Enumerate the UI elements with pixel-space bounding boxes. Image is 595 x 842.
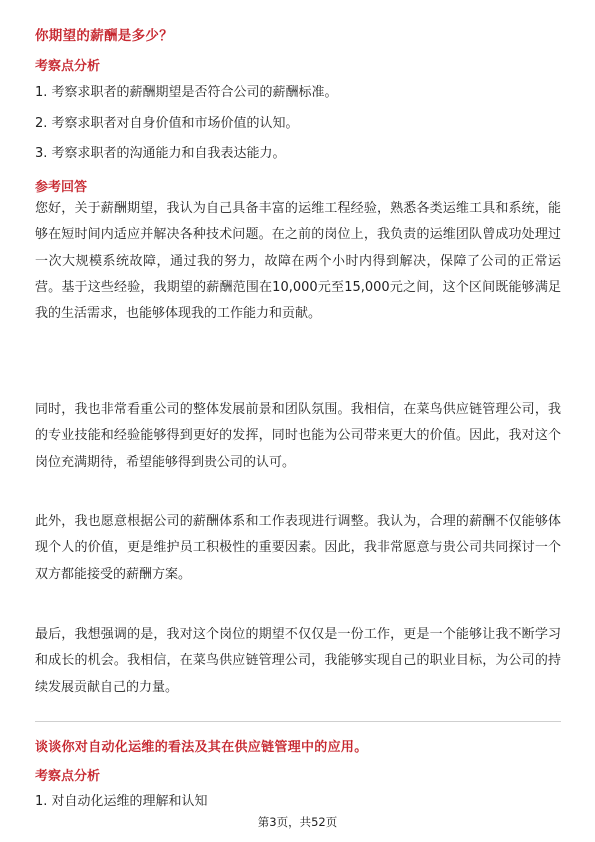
analysis-item: 1. 对自动化运维的理解和认知 bbox=[35, 794, 208, 809]
answer-paragraph: 您好，关于薪酬期望，我认为自己具备丰富的运维工程经验，熟悉各类运维工具和系统，能够在短时间内适应并解决各种技术问题。在之前的岗位上，我负责的运维团队曾成功处理过一次大规模系统故障，通过我的努力，故障在两个小时内得到解决，保障了公司的正常运营。基于这些经验，我期望的薪酬范围在10,000元至15,000元之间，这个区间既能够满足我的生活需求，也能够体现我的工作能力和贡献。 bbox=[35, 201, 561, 322]
analysis-label: 考察点分析 bbox=[35, 769, 101, 784]
analysis-item: 3. 考察求职者的沟通能力和自我表达能力。 bbox=[35, 146, 286, 161]
question-title: 谈谈你对自动化运维的看法及其在供应链管理中的应用。 bbox=[35, 740, 368, 755]
answer-paragraph: 最后，我想强调的是，我对这个岗位的期望不仅仅是一份工作，更是一个能够让我不断学习和成长的机会。我相信，在菜鸟供应链管理公司，我能够实现自己的职业目标，为公司的持续发展贡献自己的力量。 bbox=[35, 627, 561, 695]
question-title: 你期望的薪酬是多少？ bbox=[35, 28, 173, 44]
section-divider bbox=[35, 721, 561, 722]
answer-label: 参考回答 bbox=[35, 180, 88, 195]
answer-paragraph: 同时，我也非常看重公司的整体发展前景和团队氛围。我相信，在菜鸟供应链管理公司，我的专业技能和经验能够得到更好的发挥，同时也能为公司带来更大的价值。因此，我对这个岗位充满期待，希望能够得到贵公司的认可。 bbox=[35, 402, 561, 470]
analysis-item: 1. 考察求职者的薪酬期望是否符合公司的薪酬标准。 bbox=[35, 85, 338, 100]
page-footer: 第3页，共52页 bbox=[257, 815, 338, 829]
analysis-item: 2. 考察求职者对自身价值和市场价值的认知。 bbox=[35, 116, 299, 131]
analysis-label: 考察点分析 bbox=[35, 59, 101, 74]
answer-paragraph: 此外，我也愿意根据公司的薪酬体系和工作表现进行调整。我认为，合理的薪酬不仅能够体现个人的价值，更是维护员工积极性的重要因素。因此，我非常愿意与贵公司共同探讨一个双方都能接受的薪酬方案。 bbox=[35, 514, 561, 582]
